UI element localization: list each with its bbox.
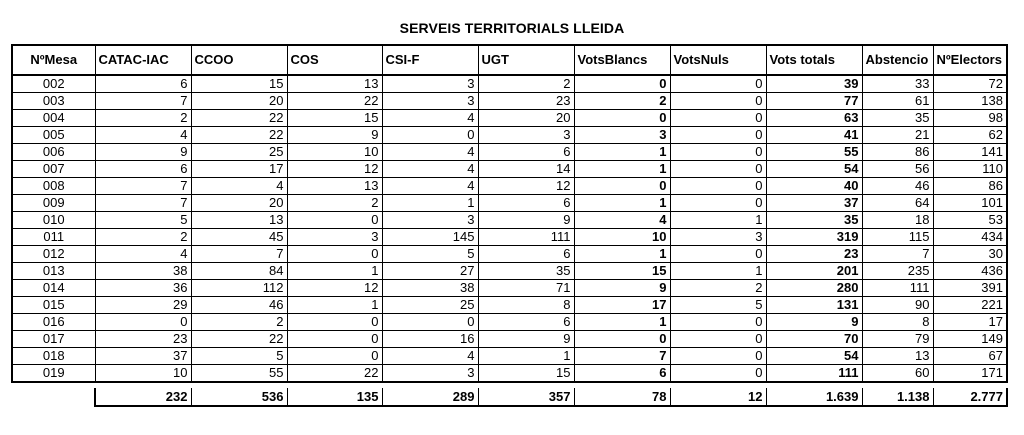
cell-csi-f: 4: [382, 110, 478, 127]
cell-catac-iac: 6: [95, 75, 191, 93]
cell-vots-totals: 201: [766, 263, 862, 280]
header-electors: NºElectors: [933, 45, 1007, 75]
header-csi-f: CSI-F: [382, 45, 478, 75]
cell-ugt: 9: [478, 331, 574, 348]
cell-cos: 0: [287, 246, 382, 263]
cell-electors: 17: [933, 314, 1007, 331]
cell-abstencio: 21: [862, 127, 933, 144]
cell-abstencio: 60: [862, 365, 933, 383]
table-row: [12, 229, 1007, 246]
cell-abstencio: 7: [862, 246, 933, 263]
cell-cos: 15: [287, 110, 382, 127]
cell-vots-nuls: 0: [670, 365, 766, 383]
cell-cos: 12: [287, 161, 382, 178]
total-vots-totals: 1.639: [766, 388, 862, 406]
cell-cos: 0: [287, 212, 382, 229]
cell-ugt: 2: [478, 75, 574, 93]
cell-ccoo: 22: [191, 331, 287, 348]
cell-mesa: 009: [12, 195, 95, 212]
cell-vots-blancs: 9: [574, 280, 670, 297]
header-cos: COS: [287, 45, 382, 75]
cell-mesa: 005: [12, 127, 95, 144]
cell-ugt: 111: [478, 229, 574, 246]
cell-mesa: 014: [12, 280, 95, 297]
totals-row: [12, 388, 1007, 406]
cell-ccoo: 4: [191, 178, 287, 195]
cell-electors: 72: [933, 75, 1007, 93]
cell-catac-iac: 2: [95, 110, 191, 127]
cell-abstencio: 235: [862, 263, 933, 280]
total-ugt: 357: [478, 388, 574, 406]
cell-vots-totals: 55: [766, 144, 862, 161]
cell-csi-f: 3: [382, 212, 478, 229]
cell-ccoo: 45: [191, 229, 287, 246]
cell-vots-totals: 77: [766, 93, 862, 110]
cell-electors: 86: [933, 178, 1007, 195]
cell-vots-nuls: 0: [670, 314, 766, 331]
header-row: [12, 45, 1007, 75]
cell-electors: 221: [933, 297, 1007, 314]
cell-electors: 30: [933, 246, 1007, 263]
cell-electors: 98: [933, 110, 1007, 127]
cell-csi-f: 25: [382, 297, 478, 314]
cell-vots-nuls: 0: [670, 348, 766, 365]
cell-vots-nuls: 0: [670, 75, 766, 93]
cell-vots-blancs: 6: [574, 365, 670, 383]
total-electors: 2.777: [933, 388, 1007, 406]
cell-ccoo: 20: [191, 195, 287, 212]
cell-ugt: 23: [478, 93, 574, 110]
cell-ugt: 35: [478, 263, 574, 280]
cell-csi-f: 4: [382, 348, 478, 365]
cell-ccoo: 25: [191, 144, 287, 161]
cell-abstencio: 35: [862, 110, 933, 127]
total-vots-nuls: 12: [670, 388, 766, 406]
cell-csi-f: 3: [382, 365, 478, 383]
cell-vots-blancs: 17: [574, 297, 670, 314]
cell-catac-iac: 7: [95, 93, 191, 110]
cell-abstencio: 56: [862, 161, 933, 178]
cell-csi-f: 27: [382, 263, 478, 280]
cell-electors: 436: [933, 263, 1007, 280]
totals-blank-cell: [12, 388, 95, 406]
header-mesa: NºMesa: [12, 45, 95, 75]
cell-mesa: 007: [12, 161, 95, 178]
cell-cos: 1: [287, 297, 382, 314]
table-row: [12, 127, 1007, 144]
cell-ugt: 20: [478, 110, 574, 127]
cell-abstencio: 46: [862, 178, 933, 195]
cell-mesa: 018: [12, 348, 95, 365]
total-csi-f: 289: [382, 388, 478, 406]
total-abstencio: 1.138: [862, 388, 933, 406]
cell-ccoo: 22: [191, 110, 287, 127]
cell-ugt: 6: [478, 314, 574, 331]
cell-electors: 138: [933, 93, 1007, 110]
header-ccoo: CCOO: [191, 45, 287, 75]
cell-vots-blancs: 10: [574, 229, 670, 246]
cell-ugt: 6: [478, 195, 574, 212]
table-row: [12, 161, 1007, 178]
results-table: [11, 44, 1008, 407]
table-row: [12, 75, 1007, 93]
cell-mesa: 013: [12, 263, 95, 280]
results-sheet: [11, 44, 1008, 407]
cell-csi-f: 1: [382, 195, 478, 212]
cell-vots-nuls: 0: [670, 331, 766, 348]
cell-electors: 110: [933, 161, 1007, 178]
cell-ccoo: 112: [191, 280, 287, 297]
cell-catac-iac: 4: [95, 246, 191, 263]
cell-abstencio: 115: [862, 229, 933, 246]
cell-catac-iac: 29: [95, 297, 191, 314]
cell-vots-totals: 37: [766, 195, 862, 212]
header-ugt: UGT: [478, 45, 574, 75]
cell-mesa: 017: [12, 331, 95, 348]
cell-vots-nuls: 2: [670, 280, 766, 297]
cell-cos: 10: [287, 144, 382, 161]
cell-cos: 2: [287, 195, 382, 212]
cell-ugt: 12: [478, 178, 574, 195]
cell-ccoo: 22: [191, 127, 287, 144]
cell-abstencio: 18: [862, 212, 933, 229]
cell-vots-blancs: 7: [574, 348, 670, 365]
cell-catac-iac: 4: [95, 127, 191, 144]
cell-catac-iac: 6: [95, 161, 191, 178]
cell-vots-nuls: 0: [670, 195, 766, 212]
cell-mesa: 008: [12, 178, 95, 195]
cell-mesa: 004: [12, 110, 95, 127]
cell-abstencio: 79: [862, 331, 933, 348]
cell-electors: 141: [933, 144, 1007, 161]
cell-ugt: 3: [478, 127, 574, 144]
page-title: SERVEIS TERRITORIALS LLEIDA: [399, 20, 625, 36]
cell-ccoo: 20: [191, 93, 287, 110]
cell-ccoo: 5: [191, 348, 287, 365]
cell-cos: 3: [287, 229, 382, 246]
cell-vots-nuls: 0: [670, 110, 766, 127]
cell-vots-nuls: 0: [670, 144, 766, 161]
header-vots-blancs: VotsBlancs: [574, 45, 670, 75]
cell-mesa: 011: [12, 229, 95, 246]
cell-cos: 0: [287, 331, 382, 348]
cell-abstencio: 13: [862, 348, 933, 365]
cell-vots-totals: 23: [766, 246, 862, 263]
cell-electors: 53: [933, 212, 1007, 229]
cell-cos: 9: [287, 127, 382, 144]
table-row: [12, 93, 1007, 110]
total-catac-iac: 232: [95, 388, 191, 406]
cell-csi-f: 16: [382, 331, 478, 348]
total-cos: 135: [287, 388, 382, 406]
cell-vots-totals: 131: [766, 297, 862, 314]
cell-abstencio: 33: [862, 75, 933, 93]
cell-ccoo: 13: [191, 212, 287, 229]
table-row: [12, 348, 1007, 365]
cell-vots-blancs: 1: [574, 161, 670, 178]
cell-vots-totals: 39: [766, 75, 862, 93]
cell-electors: 171: [933, 365, 1007, 383]
cell-vots-nuls: 0: [670, 93, 766, 110]
cell-vots-blancs: 1: [574, 314, 670, 331]
header-abstencio: Abstencio: [862, 45, 933, 75]
table-row: [12, 297, 1007, 314]
cell-ugt: 14: [478, 161, 574, 178]
cell-catac-iac: 7: [95, 195, 191, 212]
cell-ugt: 6: [478, 144, 574, 161]
cell-ugt: 71: [478, 280, 574, 297]
cell-catac-iac: 0: [95, 314, 191, 331]
cell-vots-blancs: 0: [574, 331, 670, 348]
table-row: [12, 263, 1007, 280]
cell-electors: 67: [933, 348, 1007, 365]
cell-mesa: 002: [12, 75, 95, 93]
table-row: [12, 212, 1007, 229]
cell-vots-totals: 111: [766, 365, 862, 383]
cell-vots-totals: 280: [766, 280, 862, 297]
cell-vots-totals: 319: [766, 229, 862, 246]
cell-vots-nuls: 5: [670, 297, 766, 314]
cell-vots-nuls: 1: [670, 263, 766, 280]
cell-vots-blancs: 1: [574, 246, 670, 263]
cell-vots-blancs: 1: [574, 144, 670, 161]
cell-vots-blancs: 3: [574, 127, 670, 144]
cell-mesa: 003: [12, 93, 95, 110]
cell-cos: 1: [287, 263, 382, 280]
cell-vots-totals: 63: [766, 110, 862, 127]
cell-csi-f: 5: [382, 246, 478, 263]
cell-electors: 101: [933, 195, 1007, 212]
cell-cos: 0: [287, 314, 382, 331]
cell-vots-blancs: 4: [574, 212, 670, 229]
table-row: [12, 314, 1007, 331]
cell-csi-f: 3: [382, 75, 478, 93]
cell-vots-nuls: 3: [670, 229, 766, 246]
cell-vots-totals: 35: [766, 212, 862, 229]
table-row: [12, 110, 1007, 127]
table-row: [12, 144, 1007, 161]
cell-csi-f: 3: [382, 93, 478, 110]
cell-catac-iac: 23: [95, 331, 191, 348]
cell-abstencio: 86: [862, 144, 933, 161]
cell-csi-f: 145: [382, 229, 478, 246]
cell-ugt: 15: [478, 365, 574, 383]
cell-electors: 391: [933, 280, 1007, 297]
cell-csi-f: 0: [382, 127, 478, 144]
total-ccoo: 536: [191, 388, 287, 406]
cell-abstencio: 90: [862, 297, 933, 314]
cell-vots-nuls: 1: [670, 212, 766, 229]
cell-vots-blancs: 1: [574, 195, 670, 212]
cell-catac-iac: 7: [95, 178, 191, 195]
cell-ccoo: 2: [191, 314, 287, 331]
cell-vots-blancs: 15: [574, 263, 670, 280]
cell-ccoo: 84: [191, 263, 287, 280]
cell-mesa: 010: [12, 212, 95, 229]
cell-catac-iac: 37: [95, 348, 191, 365]
cell-vots-blancs: 2: [574, 93, 670, 110]
cell-catac-iac: 9: [95, 144, 191, 161]
table-row: [12, 331, 1007, 348]
cell-vots-nuls: 0: [670, 161, 766, 178]
cell-vots-nuls: 0: [670, 178, 766, 195]
cell-cos: 13: [287, 178, 382, 195]
cell-ccoo: 7: [191, 246, 287, 263]
cell-cos: 22: [287, 93, 382, 110]
cell-vots-totals: 9: [766, 314, 862, 331]
cell-vots-nuls: 0: [670, 127, 766, 144]
cell-vots-totals: 54: [766, 348, 862, 365]
cell-ugt: 8: [478, 297, 574, 314]
cell-electors: 149: [933, 331, 1007, 348]
cell-vots-blancs: 0: [574, 110, 670, 127]
cell-vots-nuls: 0: [670, 246, 766, 263]
cell-csi-f: 4: [382, 178, 478, 195]
cell-cos: 22: [287, 365, 382, 383]
cell-vots-totals: 70: [766, 331, 862, 348]
cell-vots-blancs: 0: [574, 178, 670, 195]
cell-ugt: 9: [478, 212, 574, 229]
cell-cos: 13: [287, 75, 382, 93]
cell-ugt: 6: [478, 246, 574, 263]
total-vots-blancs: 78: [574, 388, 670, 406]
table-row: [12, 246, 1007, 263]
cell-vots-totals: 54: [766, 161, 862, 178]
cell-csi-f: 38: [382, 280, 478, 297]
cell-mesa: 006: [12, 144, 95, 161]
cell-cos: 12: [287, 280, 382, 297]
table-row: [12, 195, 1007, 212]
table-row: [12, 365, 1007, 383]
cell-catac-iac: 2: [95, 229, 191, 246]
cell-vots-totals: 41: [766, 127, 862, 144]
cell-abstencio: 111: [862, 280, 933, 297]
cell-ccoo: 15: [191, 75, 287, 93]
header-vots-nuls: VotsNuls: [670, 45, 766, 75]
cell-catac-iac: 36: [95, 280, 191, 297]
cell-mesa: 012: [12, 246, 95, 263]
cell-catac-iac: 10: [95, 365, 191, 383]
table-row: [12, 178, 1007, 195]
cell-mesa: 016: [12, 314, 95, 331]
cell-mesa: 019: [12, 365, 95, 383]
cell-csi-f: 4: [382, 161, 478, 178]
cell-ugt: 1: [478, 348, 574, 365]
header-vots-totals: Vots totals: [766, 45, 862, 75]
cell-abstencio: 64: [862, 195, 933, 212]
cell-catac-iac: 5: [95, 212, 191, 229]
cell-vots-blancs: 0: [574, 75, 670, 93]
cell-catac-iac: 38: [95, 263, 191, 280]
cell-cos: 0: [287, 348, 382, 365]
cell-csi-f: 4: [382, 144, 478, 161]
cell-abstencio: 61: [862, 93, 933, 110]
cell-electors: 62: [933, 127, 1007, 144]
cell-abstencio: 8: [862, 314, 933, 331]
cell-ccoo: 46: [191, 297, 287, 314]
table-row: [12, 280, 1007, 297]
cell-ccoo: 17: [191, 161, 287, 178]
header-catac-iac: CATAC-IAC: [95, 45, 191, 75]
cell-ccoo: 55: [191, 365, 287, 383]
cell-csi-f: 0: [382, 314, 478, 331]
cell-mesa: 015: [12, 297, 95, 314]
cell-electors: 434: [933, 229, 1007, 246]
cell-vots-totals: 40: [766, 178, 862, 195]
